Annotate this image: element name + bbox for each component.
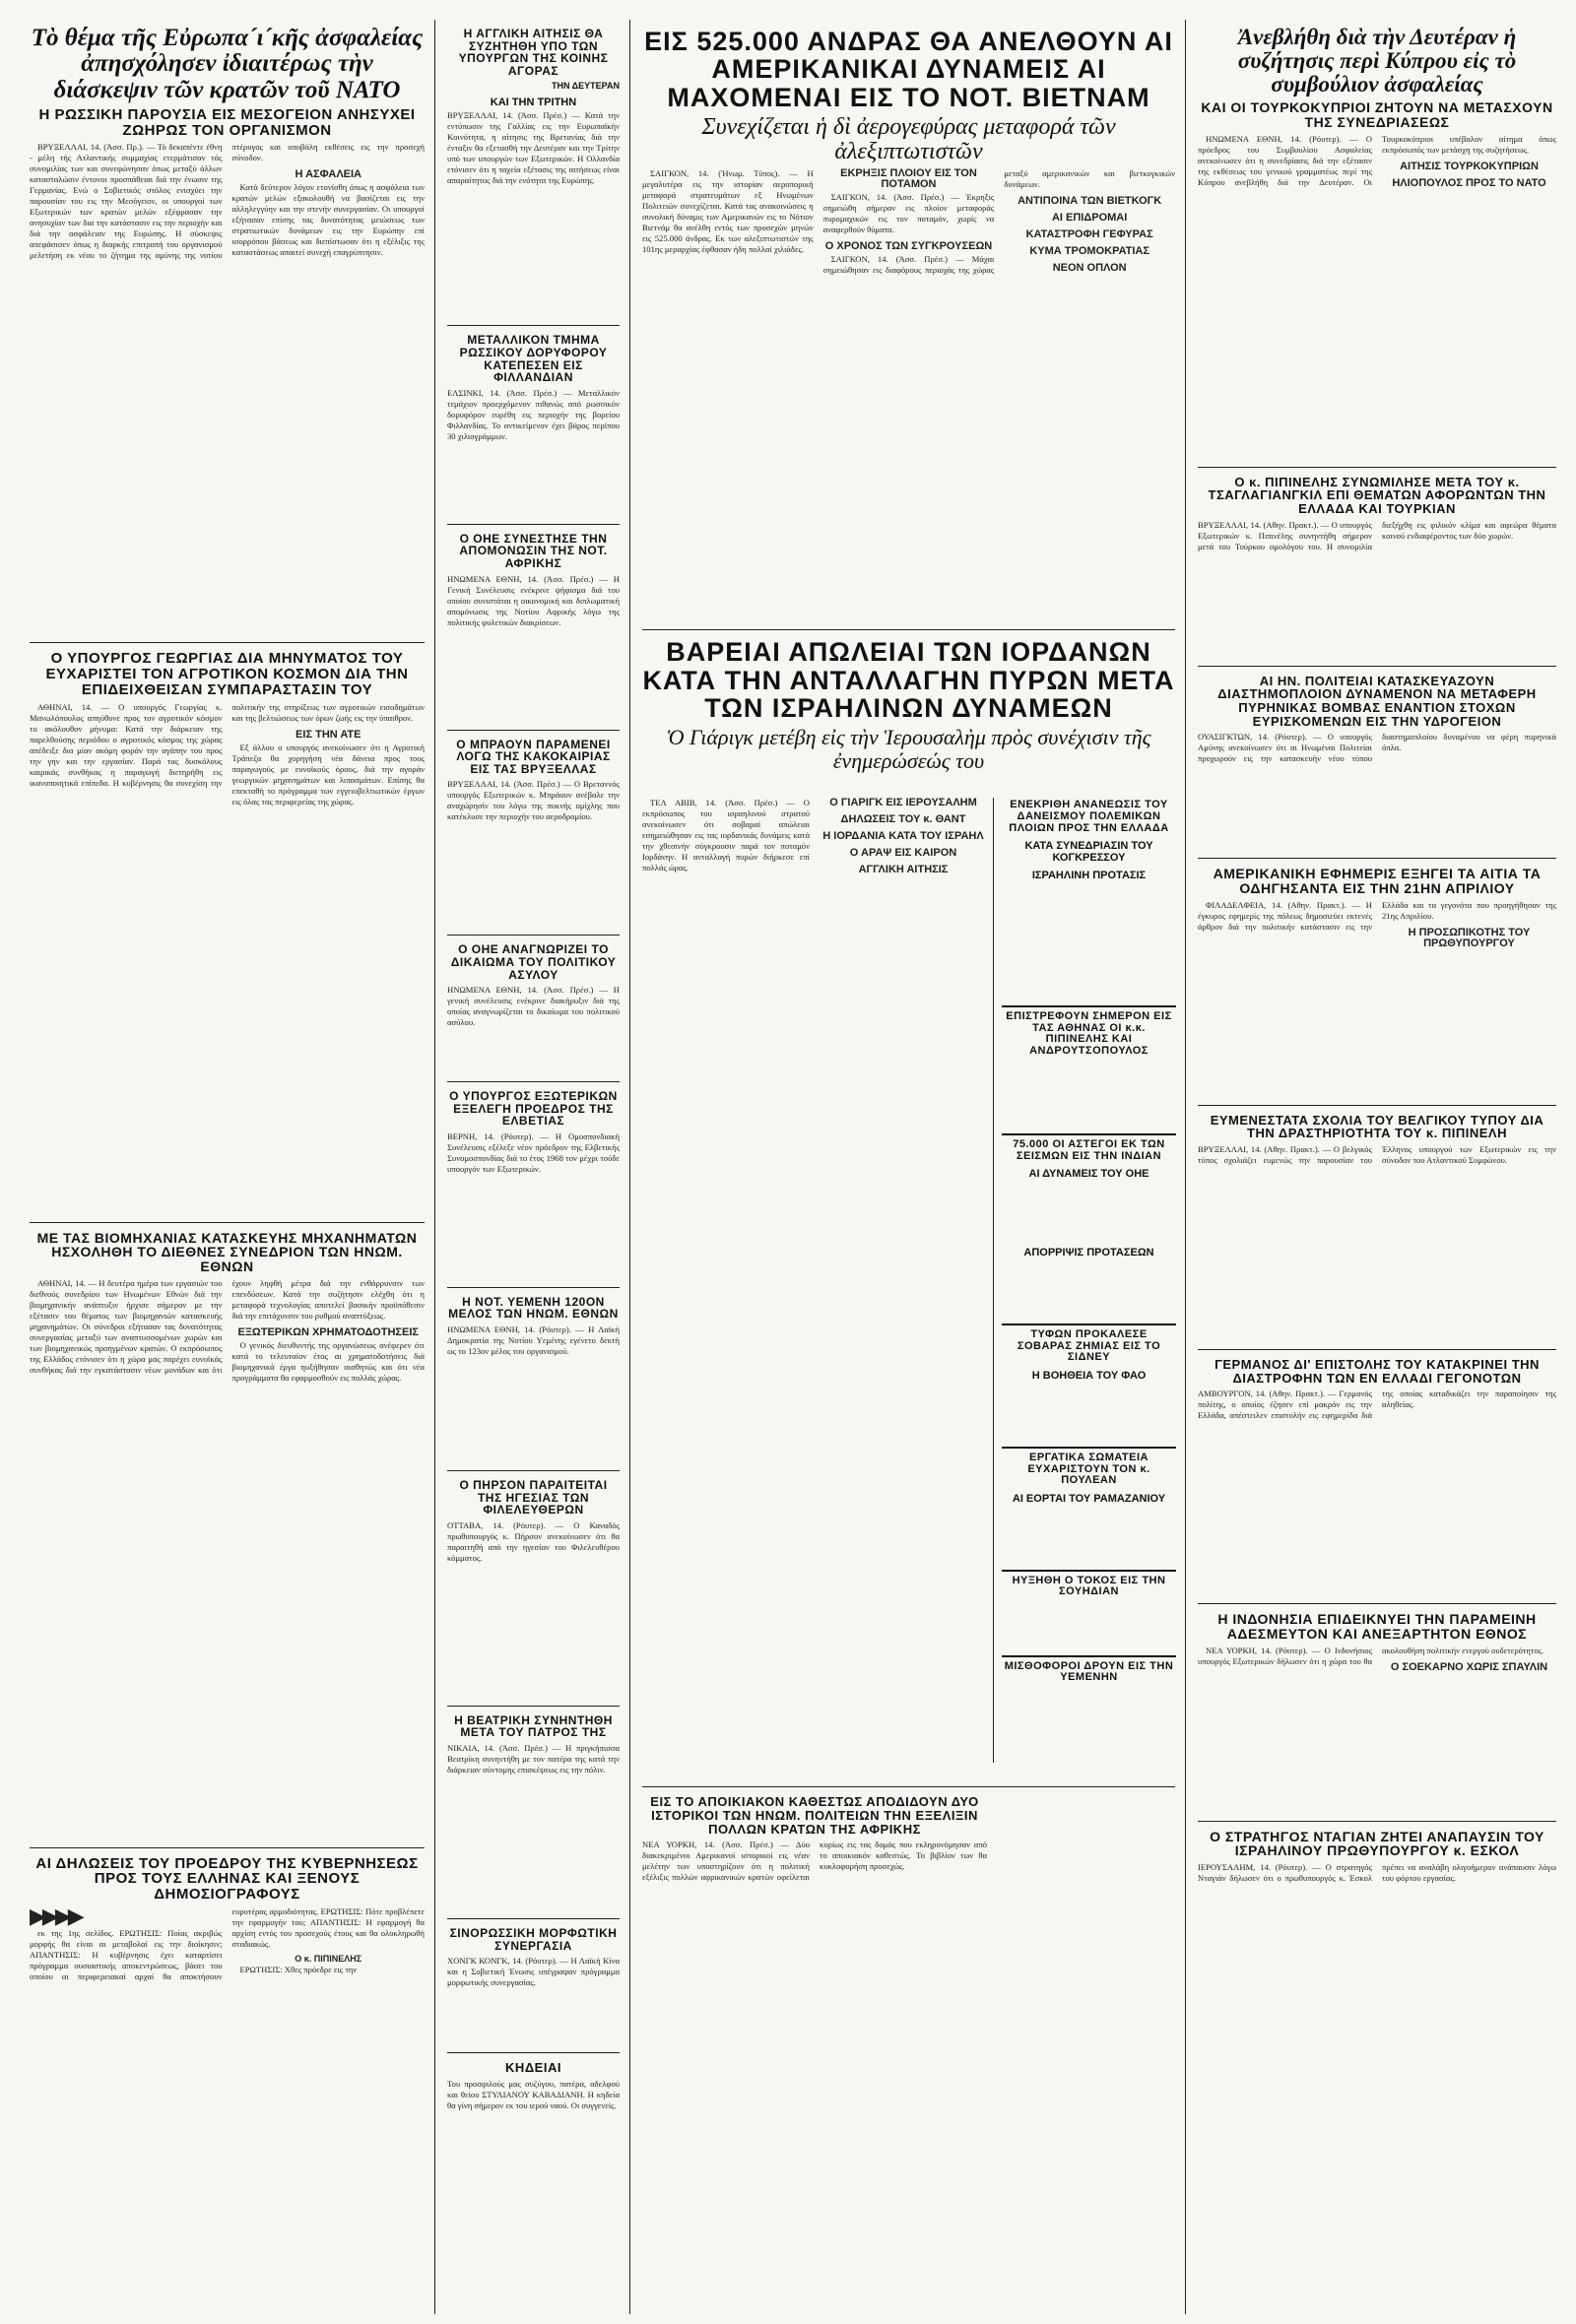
headline: Η ΝΟΤ. ΥΕΜΕΝΗ 120ΟΝ ΜΕΛΟΣ ΤΩΝ ΗΝΩΜ. ΕΘΝΩΝ bbox=[448, 1294, 619, 1322]
article-body: ΣΑΙΓΚΟΝ, 14. (Ἡνωμ. Τύπος). — Η μεγαλυτέρα εις την ιστορίαν αεροπορική μεταφορά στρατευμάτων εξ Ηνωμένων Πολιτειών συνεχίζεται. Κατά τας ανακοινώσεις η συνολική δύναμις των Αμερικανών εις το Νότιον Βιετνάμ θα ανέλθη εντός των προσεχών μηνών εις 525.000 άνδρας. Εκ των αλεξιπτωτιστών της 101ης μεραρχίας έφθασαν ήδη πολλαί χιλιάδες. ΕΚΡΗΞΙΣ ΠΛΟΙΟΥ ΕΙΣ ΤΟΝ ΠΟΤΑΜΟΝ ΣΑΙΓΚΟΝ, 14. (Ἀσσ. Πρέσ.) — Έκρηξις σημειώθη σήμερον εις πλοίον μεταφοράς πυρομαχικών εις τον ποταμόν, χωρίς να αναφερθούν θύματα. Ο ΧΡΟΝΟΣ ΤΩΝ ΣΥΓΚΡΟΥΣΕΩΝ ΣΑΙΓΚΟΝ, 14. (Ἀσσ. Πρέσ.) — Μάχαι σημειώθησαν εις διαφόρους περιοχάς της χώρας μεταξύ αμερικανικών και βιετκογκικών δυνάμεων. ΑΝΤΙΠΟΙΝΑ ΤΩΝ ΒΙΕΤΚΟΓΚ ΑΙ ΕΠΙΔΡΟΜΑΙ ΚΑΤΑΣΤΡΟΦΗ ΓΕΦΥΡΑΣ ΚΥΜΑ ΤΡΟΜΟΚΡΑΤΙΑΣ ΝΕΟΝ ΟΠΛΟΝ bbox=[642, 167, 1175, 276]
headline: Ο κ. ΠΙΠΙΝΕΛΗΣ ΣΥΝΩΜΙΛΗΣΕ ΜΕΤΑ ΤΟΥ κ. ΤΣΑΓΛΑΓΙΑΝΓΚΙΛ ΕΠΙ ΘΕΜΑΤΩΝ ΑΦΟΡΩΝΤΩΝ ΤΗΝ ΕΛΛΑΔΑ ΚΑΙ ΤΟΥΡΚΙΑΝ bbox=[1208, 474, 1546, 517]
subheadline: Συνεχίζεται ἡ δὶ ἀερογεφύρας μεταφορά τῶν ἀλεξιπτωτιστῶν bbox=[701, 114, 1116, 165]
article-south-yemen-un bbox=[447, 1288, 620, 1471]
headline: Ο ΟΗΕ ΑΝΑΓΝΩΡΙΖΕΙ ΤΟ ΔΙΚΑΙΩΜΑ ΤΟΥ ΠΟΛΙΤΙΚΟΥ ΑΣΥΛΟΥ bbox=[450, 942, 617, 982]
headline: ΜΕΤΑΛΛΙΚΟΝ ΤΜΗΜΑ ΡΩΣΣΙΚΟΥ ΔΟΡΥΦΟΡΟΥ ΚΑΤΕΠΕΣΕΝ ΕΙΣ ΦΙΛΛΑΝΔΙΑΝ bbox=[459, 333, 608, 385]
headline: Ο ΥΠΟΥΡΓΟΣ ΕΞΩΤΕΡΙΚΩΝ ΕΞΕΛΕΓΗ ΠΡΟΕΔΡΟΣ ΤΗΣ ΕΛΒΕΤΙΑΣ bbox=[449, 1089, 618, 1129]
brief-subhead: ΑΠΟΡΡΙΨΙΣ ΠΡΟΤΑΣΕΩΝ bbox=[1023, 1247, 1154, 1259]
column-2 bbox=[437, 20, 630, 2314]
article-cyprus-security-council bbox=[1198, 20, 1556, 468]
article-body: ΒΡΥΞΕΛΛΑΙ, 14. (Αθην. Πρακτ.). — Ο υπουργός Εξωτερικών κ. Πιπινέλης συνηντήθη σήμερον μετά του Τούρκου ομολόγου του. Η συνομιλία διεξήχθη εις φιλικόν κλίμα και αφεώρα θέματα κοινού ενδιαφέροντος των δύο χωρών. bbox=[1198, 519, 1556, 551]
article-un-industry-congress bbox=[30, 1223, 425, 1848]
side-briefs bbox=[993, 798, 1176, 1763]
article-satellite-finland bbox=[447, 326, 620, 524]
section-subhead: ΗΛΙΟΠΟΥΛΟΣ ΠΡΟΣ ΤΟ ΝΑΤΟ bbox=[1392, 176, 1546, 189]
headline: ΕΙΣ ΤΟ ΑΠΟΙΚΙΑΚΟΝ ΚΑΘΕΣΤΩΣ ΑΠΟΔΙΔΟΥΝ ΔΥΟ ΙΣΤΟΡΙΚΟΙ ΤΩΝ ΗΝΩΜ. ΠΟΛΙΤΕΙΩΝ ΤΗΝ ΕΞΕΛΙΞΙΝ ΠΟΛΛΩΝ ΚΡΑΤΩΝ ΤΗΣ ΑΦΡΙΚΗΣ bbox=[650, 1794, 979, 1837]
section-subhead: ΝΕΟΝ ΟΠΛΟΝ bbox=[1052, 262, 1127, 275]
article-pearson-resigns bbox=[447, 1471, 620, 1707]
article-sino-russian bbox=[447, 1919, 620, 2053]
section-subhead: Ο ΓΙΑΡΙΓΚ ΕΙΣ ΙΕΡΟΥΣΑΛΗΜ bbox=[829, 797, 977, 809]
article-body: ΒΡΥΞΕΛΛΑΙ, 14. (Ἀσσ. Πρέσ.) — Ο Βρεταννός υπουργός Εξωτερικών κ. Μπράουν ανέβαλε την αναχώρησίν του λόγω της πυκνής ομίχλης που κατέκλυσε την περιοχήν του αεροδρομίου. bbox=[447, 779, 620, 822]
brief-subhead: Η ΒΟΗΘΕΙΑ ΤΟΥ ΦΑΟ bbox=[1031, 1369, 1147, 1382]
article-indonesia bbox=[1198, 1604, 1556, 1821]
article-pipinelis-caglayangil bbox=[1198, 468, 1556, 667]
column-4 bbox=[1188, 20, 1566, 2314]
article-vietnam-forces bbox=[642, 20, 1175, 630]
article-body: ΝΕΑ ΥΟΡΚΗ, 14. (Ἀσσ. Πρέσ.) — Δύο διακεκριμένοι Αμερικανοί ιστορικοί εις νέαν μελέτην των υποστηρίζουν ότι η πολιτική εξέλιξις πολλών αφρικανικών κρατών οφείλεται κυρίως εις τας δομάς που εκληρονόμησαν από το αποικιακόν καθεστώς. Το βιβλίον των θα κυκλοφορήση προσεχώς. bbox=[642, 1840, 987, 1883]
article-funerals bbox=[447, 2053, 620, 2234]
brief-subhead: ΚΑΤΑ ΣΥΝΕΔΡΙΑΣΙΝ ΤΟΥ ΚΟΓΚΡΕΣΣΟΥ bbox=[1024, 840, 1153, 865]
headline: Η ΒΕΑΤΡΙΚΗ ΣΥΝΗΝΤΗΘΗ ΜΕΤΑ ΤΟΥ ΠΑΤΡΟΣ ΤΗΣ bbox=[454, 1712, 613, 1740]
section-subhead: ΚΑΤΑΣΤΡΟΦΗ ΓΕΦΥΡΑΣ bbox=[1025, 228, 1153, 241]
section-subhead: Η ΑΣΦΑΛΕΙΑ bbox=[295, 168, 361, 181]
article-agriculture-minister bbox=[30, 643, 425, 1222]
column-3 bbox=[632, 20, 1186, 2314]
article-body: ΒΕΡΝΗ, 14. (Ρόυτερ). — Η Ομοσπονδιακή Συνέλευσις εξέλεξε νέον πρόεδρον της Ελβετικής Συνομοσπονδίας διά το έτος 1968 τον μέχρι τούδε υπουργόν των Εξωτερικών. bbox=[447, 1130, 620, 1174]
article-body: ΝΙΚΑΙΑ, 14. (Ἀσσ. Πρέσ.) — Η πριγκήπισσα Βεατρίκη συνηντήθη με τον πατέρα της κατά την διάρκειαν σύντομης επισκέψεως εις την πόλιν. bbox=[447, 1743, 620, 1775]
subhead: ΚΑΙ ΤΗΝ ΤΡΙΤΗΝ bbox=[490, 97, 577, 109]
article-uk-common-market bbox=[447, 20, 620, 326]
article-body: ΑΜΒΟΥΡΓΟΝ, 14. (Αθην. Πρακτ.). — Γερμανός πολίτης, ο οποίος έζησεν επί μακρόν εις την Ελλάδα, απέστειλεν επιστολήν εις εφημερίδα διά της οποίας καταδικάζει την παραποίησιν της αληθείας. bbox=[1198, 1388, 1556, 1421]
headline: Ο ΥΠΟΥΡΓΟΣ ΓΕΩΡΓΙΑΣ ΔΙΑ ΜΗΝΥΜΑΤΟΣ ΤΟΥ ΕΥΧΑΡΙΣΤΕΙ ΤΟΝ ΑΓΡΟΤΙΚΟΝ ΚΟΣΜΟΝ ΔΙΑ ΤΗΝ ΕΠΙΔΕΙΧΘΕΙΣΑΝ ΣΥΜΠΑΡΑΣΤΑΣΙΝ ΤΟΥ bbox=[45, 650, 409, 698]
brief-headline: ΜΙΣΘΟΦΟΡΟΙ ΔΡΟΥΝ ΕΙΣ ΤΗΝ ΥΕΜΕΝΗΝ bbox=[1004, 1659, 1174, 1684]
article-american-newspaper bbox=[1198, 859, 1556, 1105]
article-un-asylum bbox=[447, 936, 620, 1082]
section-subhead: Η ΠΡΟΣΩΠΙΚΟΤΗΣ ΤΟΥ ΠΡΩΘΥΠΟΥΡΓΟΥ bbox=[1408, 926, 1531, 949]
article-colonial-historians bbox=[642, 1787, 987, 2103]
article-beatrice bbox=[447, 1707, 620, 1919]
headline: ΕΙΣ 525.000 ΑΝΔΡΑΣ ΘΑ ΑΝΕΛΘΟΥΝ ΑΙ ΑΜΕΡΙΚΑΝΙΚΑΙ ΔΥΝΑΜΕΙΣ ΑΙ ΜΑΧΟΜΕΝΑΙ ΕΙΣ ΤΟ ΝΟΤ. ΒΙΕΤΝΑΜ bbox=[644, 27, 1173, 112]
headline: Ο ΟΗΕ ΣΥΝΕΣΤΗΣΕ ΤΗΝ ΑΠΟΜΟΝΩΣΙΝ ΤΗΣ ΝΟΤ. ΑΦΡΙΚΗΣ bbox=[459, 531, 608, 570]
article-jordan-israel bbox=[642, 630, 1175, 1787]
article-nato-europe bbox=[30, 20, 425, 643]
section-subhead: Ο ΧΡΟΝΟΣ ΤΩΝ ΣΥΓΚΡΟΥΣΕΩΝ bbox=[824, 240, 993, 253]
brief-headline: ΕΝΕΚΡΙΘΗ ΑΝΑΝΕΩΣΙΣ ΤΟΥ ΔΑΝΕΙΣΜΟΥ ΠΟΛΕΜΙΚΩΝ ΠΛΟΙΩΝ ΠΡΟΣ ΤΗΝ ΕΛΛΑΔΑ bbox=[1009, 799, 1169, 834]
newspaper-page bbox=[20, 20, 1566, 2314]
section-subhead: Η ΙΟΡΔΑΝΙΑ ΚΑΤΑ ΤΟΥ ΙΣΡΑΗΛ bbox=[822, 830, 984, 843]
article-body: ΧΟΝΓΚ ΚΟΝΓΚ, 14. (Ρόυτερ). — Η Λαϊκή Κίνα και η Σοβιετική Ένωσις υπέγραψαν πρόγραμμα μορφωτικής συνεργασίας. bbox=[447, 1956, 620, 1988]
article-swiss-president bbox=[447, 1082, 620, 1288]
brief-headline: ΗΥΞΗΘΗ Ο ΤΟΚΟΣ ΕΙΣ ΤΗΝ ΣΟΥΗΔΙΑΝ bbox=[1012, 1574, 1166, 1598]
article-belgian-press bbox=[1198, 1106, 1556, 1350]
headline: Ο ΣΤΡΑΤΗΓΟΣ ΝΤΑΓΙΑΝ ΖΗΤΕΙ ΑΝΑΠΑΥΣΙΝ ΤΟΥ ΙΣΡΑΗΛΙΝΟΥ ΠΡΩΘΥΠΟΥΡΓΟΥ κ. ΕΣΚΟΛ bbox=[1210, 1828, 1544, 1859]
section-subhead: ΑΙΤΗΣΙΣ ΤΟΥΡΚΟΚΥΠΡΙΩΝ bbox=[1400, 160, 1539, 172]
signature: Ο κ. ΠΙΠΙΝΕΛΗΣ bbox=[295, 1953, 362, 1964]
article-us-spaceship bbox=[1198, 667, 1556, 860]
article-body: ΗΝΩΜΕΝΑ ΕΘΝΗ, 14. (Ρόυτερ). — Η Λαϊκή Δημοκρατία της Νοτίου Υεμένης εγένετο δεκτή ως το 123ον μέλος του οργανισμού. bbox=[447, 1324, 620, 1357]
article-body: ΦΙΛΑΔΕΛΦΕΙΑ, 14. (Αθην. Πρακτ.). — Η έγκυρος εφημερίς της πόλεως δημοσιεύει εκτενές άρθρον διά την πολιτικήν κατάστασιν εις την Ελλάδα και τα γεγονότα που προηγήθησαν της 21ης Απριλίου. Η ΠΡΟΣΩΠΙΚΟΤΗΣ ΤΟΥ ΠΡΩΘΥΠΟΥΡΓΟΥ bbox=[1198, 899, 1556, 949]
headline: ΚΗΔΕΙΑΙ bbox=[505, 2060, 561, 2076]
section-subhead: ΑΝΤΙΠΟΙΝΑ ΤΩΝ ΒΙΕΤΚΟΓΚ bbox=[1018, 195, 1162, 208]
article-body: ΝΕΑ ΥΟΡΚΗ, 14. (Ρόυτερ). — Ο Ινδονήσιος υπουργός Εξωτερικών δήλωσεν ότι η χώρα του θα ακολουθήση πολιτικήν ενεργού ουδετερότητος. Ο ΣΟΕΚΑΡΝΟ ΧΩΡΙΣ ΣΠΑΥΛΙΝ bbox=[1198, 1646, 1556, 1813]
article-body: ΒΡΥΞΕΛΛΑΙ, 14. (Ἀσσ. Πρέσ.) — Κατά την εντύπωσιν της Γαλλίας εις την Ευρωπαϊκήν Κοινότητα, η αίτησις της Βρετανίας διά την ένταξιν θα εξετασθή την Δευτέραν και την Τρίτην υπό των υπουργών των Εξωτερικών. Η Ολλανδία ετόνισεν ότι η ταχεία εξέτασις της αιτήσεως είναι απαραίτητος διά την ενότητα της Ευρώπης. bbox=[447, 110, 620, 186]
article-body: ΗΝΩΜΕΝΑ ΕΘΝΗ, 14. (Ἀσσ. Πρέσ.) — Η Γενική Συνέλευσις ενέκρινε ψήφισμα διά του οποίου συνιστάται η οικονομική και διπλωματική απομόνωσις της Νοτίου Αφρικής λόγω της πολιτικής φυλετικών διακρίσεων. bbox=[447, 573, 620, 627]
article-body: ΟΥΑΣΙΓΚΤΩΝ, 14. (Ρόυτερ). — Ο υπουργός Αμύνης ανεκοίνωσεν ότι αι Ηνωμέναι Πολιτείαι προχωρούν εις την κατασκευήν νέου τύπου διαστημοπλοίου δυναμένου να φέρη πυρηνικά όπλα. bbox=[1198, 732, 1556, 764]
column-1 bbox=[20, 20, 435, 2314]
section-subhead: ΚΥΜΑ ΤΡΟΜΟΚΡΑΤΙΑΣ bbox=[1029, 245, 1149, 258]
section-subhead: Ο ΣΟΕΚΑΡΝΟ ΧΩΡΙΣ ΣΠΑΥΛΙΝ bbox=[1390, 1660, 1548, 1673]
brief-subhead: ΙΣΡΑΗΛΙΝΗ ΠΡΟΤΑΣΙΣ bbox=[1031, 870, 1147, 882]
headline: Ἀνεβλήθη διὰ τὴν Δευτέραν ἡ συζήτησις περὶ Κύπρου εἰς τὸ συμβούλιον ἀσφαλείας bbox=[1237, 25, 1517, 97]
article-dayan-eshkol bbox=[1198, 1822, 1556, 2047]
headline: ΒΑΡΕΙΑΙ ΑΠΩΛΕΙΑΙ ΤΩΝ ΙΟΡΔΑΝΩΝ ΚΑΤΑ ΤΗΝ ΑΝΤΑΛΛΑΓΗΝ ΠΥΡΩΝ ΜΕΤΑ ΤΩΝ ΙΣΡΑΗΛΙΝΩΝ ΔΥΝΑΜΕΩΝ bbox=[642, 637, 1175, 724]
article-prime-minister-statements bbox=[30, 1848, 425, 2289]
headline: Η ΑΓΓΛΙΚΗ ΑΙΤΗΣΙΣ ΘΑ ΣΥΖΗΤΗΘΗ ΥΠΟ ΤΩΝ ΥΠΟΥΡΓΩΝ ΤΗΣ ΚΟΙΝΗΣ ΑΓΟΡΑΣ bbox=[458, 27, 609, 78]
headline: ΑΜΕΡΙΚΑΝΙΚΗ ΕΦΗΜΕΡΙΣ ΕΞΗΓΕΙ ΤΑ ΑΙΤΙΑ ΤΑ ΟΔΗΓΗΣΑΝΤΑ ΕΙΣ ΤΗΝ 21ΗΝ ΑΠΡΙΛΙΟΥ bbox=[1213, 866, 1542, 896]
brief-headline: 75.000 ΟΙ ΑΣΤΕΓΟΙ ΕΚ ΤΩΝ ΣΕΙΣΜΩΝ ΕΙΣ ΤΗΝ ΙΝΔΙΑΝ bbox=[1013, 1138, 1165, 1162]
headline: Ο ΠΗΡΣΟΝ ΠΑΡΑΙΤΕΙΤΑΙ ΤΗΣ ΗΓΕΣΙΑΣ ΤΩΝ ΦΙΛΕΛΕΥΘΕΡΩΝ bbox=[459, 1478, 608, 1517]
article-body: ΤΕΛ ΑΒΙΒ, 14. (Ἀσσ. Πρέσ.) — Ο εκπρόσωπος του ισραηλινού στρατού ανεκοίνωσεν ότι σοβαραί απώλειαι εσημειώθησαν εις τας ιορδανικάς δυνάμεις κατά την χθεσινήν σύγκρουσιν παρά τον ποταμόν Ιορδάνην. Η ανταλλαγή πυρών διήρκεσε επί πολλάς ώρας. Ο ΓΙΑΡΙΓΚ ΕΙΣ ΙΕΡΟΥΣΑΛΗΜ ΔΗΛΩΣΕΙΣ ΤΟΥ κ. ΘΑΝΤ Η ΙΟΡΔΑΝΙΑ ΚΑΤΑ ΤΟΥ ΙΣΡΑΗΛ Ο ΑΡΑΨ ΕΙΣ ΚΑΙΡΟΝ ΑΓΓΛΙΚΗ ΑΙΤΗΣΙΣ bbox=[642, 798, 987, 1763]
headline: ΕΥΜΕΝΕΣΤΑΤΑ ΣΧΟΛΙΑ ΤΟΥ ΒΕΛΓΙΚΟΥ ΤΥΠΟΥ ΔΙΑ ΤΗΝ ΔΡΑΣΤΗΡΙΟΤΗΤΑ ΤΟΥ κ. ΠΙΠΙΝΕΛΗ bbox=[1210, 1112, 1544, 1141]
brief-headline: ΕΡΓΑΤΙΚΑ ΣΩΜΑΤΕΙΑ ΕΥΧΑΡΙΣΤΟΥΝ ΤΟΝ κ. ΠΟΥΛΕΑΝ bbox=[1027, 1451, 1150, 1487]
section-subhead: ΑΓΓΛΙΚΗ ΑΙΤΗΣΙΣ bbox=[858, 864, 949, 876]
article-body: ΒΡΥΞΕΛΛΑΙ, 14. (Αθην. Πρακτ.). — Ο βελγικός τύπος σχολιάζει ευμενώς την παρουσίαν του Έλληνος υπουργού των Εξωτερικών εις την σύνοδον του Ατλαντικού Συμφώνου. bbox=[1198, 1143, 1556, 1165]
arrow-icon: ▶▶▶▶ bbox=[30, 1904, 81, 1929]
headline: ΜΕ ΤΑΣ ΒΙΟΜΗΧΑΝΙΑΣ ΚΑΤΑΣΚΕΥΗΣ ΜΗΧΑΝΗΜΑΤΩΝ ΗΣΧΟΛΗΘΗ ΤΟ ΔΙΕΘΝΕΣ ΣΥΝΕΔΡΙΟΝ ΤΩΝ ΗΝΩΜ. ΕΘΝΩΝ bbox=[36, 1229, 418, 1274]
subheadline: Ὁ Γιάριγκ μετέβη εἰς τὴν Ἱερουσαλὴμ πρὸς συνέχισιν τῆς ἐνημερώσεώς του bbox=[666, 725, 1151, 773]
main-story bbox=[642, 798, 987, 1763]
article-body: Του προσφιλούς μας συζύγου, πατέρα, αδελφού και θείου ΣΤΥΛΙΑΝΟΥ ΚΑΒΑΔΙΑΝΗ. Η κηδεία θα γίνη σήμερον εκ του ιερού ναού. Οι συγγενείς. bbox=[447, 2078, 620, 2110]
article-body: ΒΡΥΞΕΛΛΑΙ, 14. (Ἀσσ. Πρ.). — Τό δεκαπέντε έθνη - μέλη τής Ατλαντικής συμμαχίας ετερμάτισαν τάς συνομιλίας των και συνεφώνησαν όπως μεταξύ άλλων κατασταλώσιν έντονοι προσπάθειαι διά την ένωσιν της Γερμανίας. Ενώ ο Σοβιετικός στόλος ενισχύει την παρουσίαν του εις την Μεσόγειον, οι υπουργοί των Εξωτερικών των κρατών μελών εξέφρασαν την ανησυχίαν των δια την κατάστασιν εις την περιοχήν και διά την ασφάλειαν της Ευρώπης. Η σύσκεψις απεφάσισεν όπως η διαρκής επιτροπή του οργανισμού μελετήση εκ νέου το ζήτημα της αμύνης της νοτίου πτέρυγος και υποβάλη εκθέσεις εις την προσεχή σύνοδον. Η ΑΣΦΑΛΕΙΑ Κατά δεύτερον λόγον ετονίσθη όπως η ασφάλεια των κρατών μελών εξακολουθή να βασίζεται εις την αλληλεγγύην και την στενήν συνεργασίαν. Οι υπουργοί εξήτασαν επίσης τας δυνατότητας μειώσεως των στρατιωτικών δυνάμεων εις την Ευρώπην επί ισορρόπου βάσεως και διεπίστωσαν ότι η εξέλιξις της καταστάσεως απαιτεί συνεχή επαγρύπνησιν. bbox=[30, 142, 425, 261]
headline: Η ΙΝΔΟΝΗΣΙΑ ΕΠΙΔΕΙΚΝΥΕΙ ΤΗΝ ΠΑΡΑΜΕΙΝΗ ΑΔΕΣΜΕΥΤΟΝ ΚΑΙ ΑΝΕΞΑΡΤΗΤΟΝ ΕΘΝΟΣ bbox=[1217, 1611, 1537, 1642]
headline: ΣΙΝΟΡΩΣΣΙΚΗ ΜΟΡΦΩΤΙΚΗ ΣΥΝΕΡΓΑΣΙΑ bbox=[449, 1926, 618, 1953]
headline: Ο ΜΠΡΑΟΥΝ ΠΑΡΑΜΕΝΕΙ ΛΟΓΩ ΤΗΣ ΚΑΚΟΚΑΙΡΙΑΣ ΕΙΣ ΤΑΣ ΒΡΥΞΕΛΛΑΣ bbox=[456, 737, 611, 776]
article-body: ΗΝΩΜΕΝΑ ΕΘΝΗ, 14. (Ρόυτερ). — Ο πρόεδρος του Συμβουλίου Ασφαλείας ανεκοίνωσεν ότι η συνεδρίασις διά την εξέτασιν της εκθέσεως του γενικού γραμματέως περί της Κύπρου ανεβλήθη διά την Δευτέραν. Οι Τουρκοκύπριοι υπέβαλον αίτημα όπως εκπρόσωπός των μετάσχη της συζητήσεως. ΑΙΤΗΣΙΣ ΤΟΥΡΚΟΚΥΠΡΙΩΝ ΗΛΙΟΠΟΥΛΟΣ ΠΡΟΣ ΤΟ ΝΑΤΟ bbox=[1198, 133, 1556, 189]
headline: ΑΙ ΗΝ. ΠΟΛΙΤΕΙΑΙ ΚΑΤΑΣΚΕΥΑΖΟΥΝ ΔΙΑΣΤΗΜΟΠΛΟΙΟΝ ΔΥΝΑΜΕΝΟΝ ΝΑ ΜΕΤΑΦΕΡΗ ΠΥΡΗΝΙΚΑΣ ΒΟΜΒΑΣ ΕΝΑΝΤΙΟΝ ΣΤΟΧΩΝ ΕΥΡΙΣΚΟΜΕΝΩΝ ΕΙΣ ΤΗΝ ΥΔΡΟΓΕΙΟΝ bbox=[1217, 673, 1537, 729]
article-body: ΗΝΩΜΕΝΑ ΕΘΝΗ, 14. (Ἀσσ. Πρέσ.) — Η γενική συνέλευσις ενέκρινε διακήρυξιν διά της οποίας αναγνωρίζεται το δικαίωμα του πολιτικού ασύλου. bbox=[447, 985, 620, 1028]
brief-subhead: ΑΙ ΔΥΝΑΜΕΙΣ ΤΟΥ ΟΗΕ bbox=[1028, 1168, 1149, 1181]
article-body: ΑΘΗΝΑΙ, 14. — Η δευτέρα ημέρα των εργασιών του διεθνούς συνεδρίου των Ηνωμένων Εθνών διά την βιομηχανικήν ανάπτυξιν ήρχισε σήμερον με την εξέτασιν του θέματος των βιομηχανιών κατασκευής μηχανημάτων. Οι σύνεδροι εξήτασαν τας δυνατότητας συνεργασίας μεταξύ των αναπτυσσομένων χωρών και των βιομηχανικώς προηγμένων κρατών. Ο εκπρόσωπος της Ελλάδος ετόνισεν ότι η χώρα μας παρέχει ευνοϊκάς συνθήκας διά την εγκατάστασιν νέων μονάδων και ότι έχουν ληφθή μέτρα διά την ενθάρρυνσιν των επενδύσεων. Κατά την συζήτησιν ελέχθη ότι η μεταφορά τεχνολογίας αποτελεί βασικήν προϋπόθεσιν διά την επιτάχυνσιν του ρυθμού αναπτύξεως. ΕΞΩΤΕΡΙΚΩΝ ΧΡΗΜΑΤΟΔΟΤΗΣΕΙΣ Ο γενικός διευθυντής της οργανώσεως ανέφερεν ότι κατά το τελευταίον έτος αι χρηματοδοτήσεις διά βιομηχανικά έργα ηυξήθησαν αισθητώς και ότι νέα προγράμματα θα εφαρμοσθούν εις πολλάς χώρας. bbox=[30, 1277, 425, 1383]
article-body: ΙΕΡΟΥΣΑΛΗΜ, 14. (Ρόυτερ). — Ο στρατηγός Νταγιάν δήλωσεν ότι ο πρωθυπουργός κ. Έσκολ πρέπει να αναλάβη ολιγοήμερον ανάπαυσιν λόγω του φόρτου εργασίας. bbox=[1198, 1861, 1556, 1883]
section-subhead: ΕΞΩΤΕΡΙΚΩΝ ΧΡΗΜΑΤΟΔΟΤΗΣΕΙΣ bbox=[237, 1325, 419, 1338]
section-subhead: ΑΙ ΕΠΙΔΡΟΜΑΙ bbox=[1051, 212, 1128, 225]
article-body: ΕΛΣΙΝΚΙ, 14. (Ἀσσ. Πρέσ.) — Μεταλλικόν τεμάχιον προερχόμενον πιθανώς από ρωσσικόν δορυφόρον ευρέθη εις περιοχήν της βορείου Φιλλανδίας. Το αντικείμενον έχει βάρος περίπου 30 χιλιογράμμων. bbox=[447, 387, 620, 441]
article-german-letter bbox=[1198, 1350, 1556, 1604]
subheadline: Η ΡΩΣΣΙΚΗ ΠΑΡΟΥΣΙΑ ΕΙΣ ΜΕΣΟΓΕΙΟΝ ΑΝΗΣΥΧΕΙ ΖΩΗΡΩΣ ΤΟΝ ΟΡΓΑΝΙΣΜΟΝ bbox=[38, 105, 416, 139]
article-body: ΟΤΤΑΒΑ, 14. (Ρόυτερ). — Ο Καναδός πρωθυπουργός κ. Πήρσον ανεκοίνωσεν ότι θα παραιτηθή από την ηγεσίαν του Φιλελευθέρου κόμματος. bbox=[447, 1519, 620, 1563]
headline: ΑΙ ΔΗΛΩΣΕΙΣ ΤΟΥ ΠΡΟΕΔΡΟΥ ΤΗΣ ΚΥΒΕΡΝΗΣΕΩΣ ΠΡΟΣ ΤΟΥΣ ΕΛΛΗΝΑΣ ΚΑΙ ΞΕΝΟΥΣ ΔΗΜΟΣΙΟΓΡΑΦΟΥΣ bbox=[35, 1854, 419, 1904]
byline: ΤΗΝ ΔΕΥΤΕΡΑΝ bbox=[552, 81, 620, 92]
brief-subhead: ΑΙ ΕΟΡΤΑΙ ΤΟΥ ΡΑΜΑΖΑΝΙΟΥ bbox=[1012, 1492, 1166, 1505]
headline: ΓΕΡΜΑΝΟΣ ΔΙ' ΕΠΙΣΤΟΛΗΣ ΤΟΥ ΚΑΤΑΚΡΙΝΕΙ ΤΗΝ ΔΙΑΣΤΡΟΦΗΝ ΤΩΝ ΕΝ ΕΛΛΑΔΙ ΓΕΓΟΝΟΤΩΝ bbox=[1215, 1356, 1540, 1386]
article-un-south-africa bbox=[447, 525, 620, 731]
brief-headline: ΕΠΙΣΤΡΕΦΟΥΝ ΣΗΜΕΡΟΝ ΕΙΣ ΤΑΣ ΑΘΗΝΑΣ ΟΙ κ.κ. ΠΙΠΙΝΕΛΗΣ ΚΑΙ ΑΝΔΡΟΥΤΣΟΠΟΥΛΟΣ bbox=[1006, 1010, 1172, 1057]
article-body: ▶▶▶▶ εκ της 1ης σελίδος. ΕΡΩΤΗΣΙΣ: Ποίας ακριβώς μορφής θα είναι αι μεταβολαί εις την διοίκησιν; ΑΠΑΝΤΗΣΙΣ: Η κυβέρνησις έχει καταρτίσει πρόγραμμα ουσιαστικής αποκεντρώσεως, βάσει του οποίου αι περιφερειακαί αρχαί θα αποκτήσουν ευρυτέρας αρμοδιότητας. ΕΡΩΤΗΣΙΣ: Πότε προβλέπετε την εφαρμογήν του; ΑΠΑΝΤΗΣΙΣ: Η εφαρμογή θα αρχίση εντός του προσεχούς έτους και θα ολοκληρωθή σταδιακώς. Ο κ. ΠΙΠΙΝΕΛΗΣ ΕΡΩΤΗΣΙΣ: Χθες πρόεδρε εις την bbox=[30, 1904, 425, 1981]
article-brown-brussels bbox=[447, 731, 620, 936]
subheadline: ΚΑΙ ΟΙ ΤΟΥΡΚΟΚΥΠΡΙΟΙ ΖΗΤΟΥΝ ΝΑ ΜΕΤΑΣΧΟΥΝ ΤΗΣ ΣΥΝΕΔΡΙΑΣΕΩΣ bbox=[1201, 99, 1553, 131]
section-subhead: ΔΗΛΩΣΕΙΣ ΤΟΥ κ. ΘΑΝΤ bbox=[840, 813, 966, 826]
brief-headline: ΤΥΦΩΝ ΠΡΟΚΑΛΕΣΕ ΣΟΒΑΡΑΣ ΖΗΜΙΑΣ ΕΙΣ ΤΟ ΣΙΔΝΕΥ bbox=[1017, 1328, 1161, 1364]
section-subhead: ΕΚΡΗΞΙΣ ΠΛΟΙΟΥ ΕΙΣ ΤΟΝ ΠΟΤΑΜΟΝ bbox=[840, 167, 977, 191]
headline: Τὸ θέμα τῆς Εὐρωπα´ι´κῆς ἀσφαλείας ἀπησχόλησεν ἰδιαιτέρως τὴν διάσκεψιν τῶν κρατῶν τοῦ ΝΑΤΟ bbox=[31, 25, 424, 103]
article-body: ΑΘΗΝΑΙ, 14. — Ο υπουργός Γεωργίας κ. Μανωλόπουλος απηύθυνε προς τον αγροτικόν κόσμον το ακόλουθον μήνυμα: Κατά την διάρκειαν της παρελθούσης περιόδου ο αγροτικός κόσμος της χώρας απέδειξε δια μίαν ακόμη φοράν την αγάπην του προς την γην και την εργασίαν. Παρά τας δυσκόλους καιρικάς συνθήκας η παραγωγή διετηρήθη εις ικανοποιητικά επίπεδα. Η κυβέρνησις θα συνεχίση την πολιτικήν της στηρίξεως των αγροτικών εισοδημάτων και της βελτιώσεως των όρων ζωής εις την ύπαιθρον. ΕΙΣ ΤΗΝ ΑΤΕ Εξ άλλου ο υπουργός ανεκοίνωσεν ότι η Αγροτική Τράπεζα θα χορηγήση νέα δάνεια προς τους παραγωγούς με ευνοϊκούς όρους, διά την αγοράν γεωργικών μηχανημάτων και λιπασμάτων. Επίσης θα επεκταθή το πρόγραμμα των εγγειοβελτιωτικών έργων εις όλας τας περιφερείας της χώρας. bbox=[30, 701, 425, 807]
section-subhead: Ο ΑΡΑΨ ΕΙΣ ΚΑΙΡΟΝ bbox=[849, 847, 957, 860]
section-subhead: ΕΙΣ ΤΗΝ ΑΤΕ bbox=[296, 728, 361, 741]
